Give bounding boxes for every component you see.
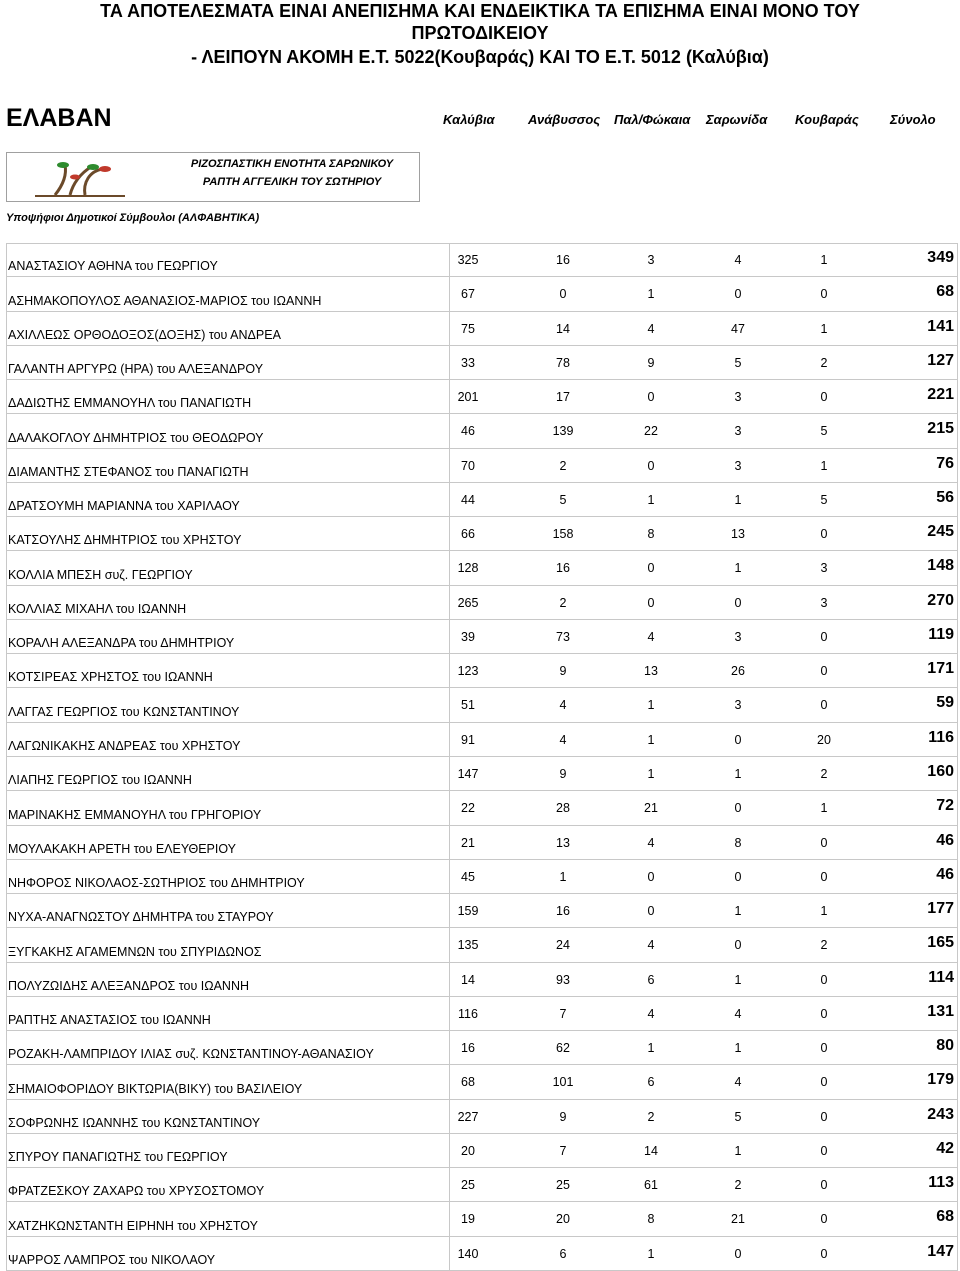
total-cell: 56	[936, 488, 954, 506]
vote-cell: 0	[647, 869, 655, 884]
party-logo-icon	[15, 157, 155, 199]
total-cell: 243	[927, 1105, 954, 1123]
vote-cell: 4	[647, 629, 655, 644]
vote-cell: 8	[734, 835, 742, 850]
vote-cell: 0	[820, 1109, 828, 1124]
vote-cell: 13	[731, 527, 745, 542]
table-row	[6, 791, 958, 825]
vote-cell: 9	[559, 1109, 567, 1124]
vote-cell: 2	[559, 595, 567, 610]
vote-cell: 4	[647, 1006, 655, 1021]
vote-cell: 93	[556, 972, 570, 987]
table-row	[6, 586, 958, 620]
vote-cell: 5	[820, 424, 828, 439]
vote-cell: 1	[820, 904, 828, 919]
vote-cell: 0	[734, 287, 742, 302]
vote-cell: 0	[820, 698, 828, 713]
vote-cell: 4	[734, 1075, 742, 1090]
vote-cell: 2	[647, 1109, 655, 1124]
vote-cell: 78	[556, 355, 570, 370]
vote-cell: 9	[647, 355, 655, 370]
vote-cell: 1	[647, 732, 655, 747]
vote-cell: 0	[734, 938, 742, 953]
column-header-saronida: Σαρωνίδα	[706, 112, 768, 127]
candidate-name: ΜΑΡΙΝΑΚΗΣ ΕΜΜΑΝΟΥΗΛ του ΓΡΗΓΟΡΙΟΥ	[8, 807, 262, 822]
vote-cell: 128	[457, 561, 479, 576]
vote-cell: 68	[461, 1075, 475, 1090]
vote-cell: 73	[556, 629, 570, 644]
vote-cell: 158	[552, 527, 574, 542]
table-row	[6, 826, 958, 860]
vote-cell: 14	[644, 1143, 658, 1158]
header-line-1: ΤΑ ΑΠΟΤΕΛΕΣΜΑΤΑ ΕΙΝΑΙ ΑΝΕΠΙΣΗΜΑ ΚΑΙ ΕΝΔΕΙΚΤΙΚΑ ΤΑ ΕΠΙΣΗΜΑ ΕΙΝΑΙ ΜΟΝΟ ΤΟΥ	[100, 1, 860, 21]
vote-cell: 8	[647, 527, 655, 542]
candidate-name: ΚΟΛΛΙΑΣ ΜΙΧΑΗΛ του ΙΩΑΝΝΗ	[8, 601, 187, 616]
total-cell: 349	[927, 249, 954, 266]
total-cell: 270	[927, 591, 954, 609]
candidates-subheader: Υποψήφιοι Δημοτικοί Σύμβουλοι (ΑΛΦΑΒΗΤΙΚΑ)	[6, 212, 260, 224]
table-row	[6, 723, 958, 757]
vote-cell: 0	[820, 1006, 828, 1021]
vote-cell: 3	[734, 629, 742, 644]
candidate-name: ΜΟΥΛΑΚΑΚΗ ΑΡΕΤΗ του ΕΛΕΥΘΕΡΙΟΥ	[8, 841, 237, 856]
vote-cell: 44	[461, 492, 475, 507]
vote-cell: 1	[734, 1041, 742, 1056]
table-row	[6, 688, 958, 722]
table-row	[6, 1168, 958, 1202]
vote-cell: 1	[647, 766, 655, 781]
table-row	[6, 517, 958, 551]
column-header-kalyvia: Καλύβια	[443, 112, 495, 127]
table-row	[6, 654, 958, 688]
vote-cell: 46	[461, 424, 475, 439]
vote-cell: 1	[647, 492, 655, 507]
table-row	[6, 1237, 958, 1271]
vote-cell: 25	[556, 1178, 570, 1193]
vote-cell: 75	[461, 321, 475, 336]
vote-cell: 62	[556, 1041, 570, 1056]
vote-cell: 3	[820, 595, 828, 610]
vote-cell: 61	[644, 1178, 658, 1193]
vote-cell: 14	[556, 321, 570, 336]
vote-cell: 4	[647, 835, 655, 850]
vote-cell: 14	[461, 972, 475, 987]
vote-cell: 0	[820, 835, 828, 850]
vote-cell: 13	[556, 835, 570, 850]
vote-cell: 0	[820, 664, 828, 679]
vote-cell: 5	[734, 355, 742, 370]
total-cell: 68	[936, 283, 954, 301]
total-cell: 116	[928, 728, 954, 746]
vote-cell: 5	[559, 492, 567, 507]
vote-cell: 24	[556, 938, 570, 953]
vote-cell: 325	[457, 253, 479, 267]
vote-cell: 0	[734, 801, 742, 816]
vote-cell: 135	[457, 938, 479, 953]
table-row	[6, 483, 958, 517]
vote-cell: 1	[734, 1143, 742, 1158]
candidate-name: ΚΟΤΣΙΡΕΑΣ ΧΡΗΣΤΟΣ του ΙΩΑΝΝΗ	[8, 670, 213, 685]
vote-cell: 147	[457, 766, 479, 781]
vote-cell: 6	[647, 972, 655, 987]
vote-cell: 67	[461, 287, 475, 302]
vote-cell: 28	[556, 801, 570, 816]
column-header-total: Σύνολο	[890, 112, 936, 127]
vote-cell: 0	[820, 1178, 828, 1193]
vote-cell: 0	[734, 732, 742, 747]
table-row	[6, 380, 958, 414]
vote-cell: 45	[461, 869, 475, 884]
candidate-name: ΚΟΡΑΛΗ ΑΛΕΞΑΝΔΡΑ του ΔΗΜΗΤΡΙΟΥ	[8, 636, 235, 651]
vote-cell: 7	[559, 1143, 567, 1158]
vote-cell: 66	[461, 527, 475, 542]
vote-cell: 1	[734, 492, 742, 507]
candidate-name: ΚΟΛΛΙΑ ΜΠΕΣΗ συζ. ΓΕΩΡΓΙΟΥ	[8, 567, 193, 582]
table-row	[6, 1100, 958, 1134]
candidate-name: ΦΡΑΤΖΕΣΚΟΥ ΖΑΧΑΡΩ του ΧΡΥΣΟΣΤΟΜΟΥ	[8, 1184, 265, 1199]
table-row	[6, 997, 958, 1031]
table-row	[6, 1202, 958, 1236]
vote-cell: 1	[647, 1041, 655, 1056]
table-row	[6, 620, 958, 654]
vote-cell: 91	[461, 732, 475, 747]
vote-cell: 22	[461, 801, 475, 816]
candidate-name: ΡΑΠΤΗΣ ΑΝΑΣΤΑΣΙΟΣ του ΙΩΑΝΝΗ	[8, 1013, 211, 1028]
total-cell: 147	[927, 1242, 954, 1260]
total-cell: 245	[927, 523, 954, 541]
total-cell: 59	[936, 694, 954, 712]
vote-cell: 0	[647, 904, 655, 919]
vote-cell: 4	[559, 732, 567, 747]
table-row	[6, 963, 958, 997]
candidate-name: ΡΟΖΑΚΗ-ΛΑΜΠΡΙΔΟΥ ΙΛΙΑΣ συζ. ΚΩΝΣΤΑΝΤΙΝΟΥ-ΑΘΑΝΑΣΙΟΥ	[8, 1047, 374, 1062]
candidate-name: ΣΟΦΡΩΝΗΣ ΙΩΑΝΝΗΣ του ΚΩΝΣΤΑΝΤΙΝΟΥ	[8, 1115, 261, 1130]
vote-cell: 7	[559, 1006, 567, 1021]
vote-cell: 0	[647, 458, 655, 473]
vote-cell: 1	[559, 869, 567, 884]
total-cell: 215	[927, 420, 954, 438]
total-cell: 165	[927, 934, 954, 952]
vote-cell: 0	[820, 1143, 828, 1158]
total-cell: 119	[928, 625, 954, 643]
party-banner	[6, 152, 420, 202]
candidate-name: ΔΙΑΜΑΝΤΗΣ ΣΤΕΦΑΝΟΣ του ΠΑΝΑΓΙΩΤΗ	[8, 464, 249, 479]
vote-cell: 116	[458, 1006, 478, 1021]
vote-cell: 3	[647, 253, 655, 267]
vote-cell: 22	[644, 424, 658, 439]
vote-cell: 21	[461, 835, 475, 850]
column-header-anavyssos: Ανάβυσσος	[528, 112, 601, 127]
candidate-name: ΑΧΙΛΛΕΩΣ ΟΡΘΟΔΟΞΟΣ(ΔΟΞΗΣ) του ΑΝΔΡΕΑ	[8, 327, 281, 342]
vote-cell: 0	[647, 595, 655, 610]
candidate-name: ΔΑΔΙΩΤΗΣ ΕΜΜΑΝΟΥΗΛ του ΠΑΝΑΓΙΩΤΗ	[8, 396, 252, 411]
header-line-2: ΠΡΩΤΟΔΙΚΕΙΟΥ	[411, 23, 549, 43]
candidate-name: ΣΗΜΑΙΟΦΟΡΙΔΟΥ ΒΙΚΤΩΡΙΑ(ΒΙΚΥ) του ΒΑΣΙΛΕΙΟΥ	[8, 1081, 303, 1096]
vote-cell: 17	[556, 390, 570, 405]
total-cell: 46	[936, 865, 954, 883]
vote-cell: 5	[734, 1109, 742, 1124]
vote-cell: 4	[734, 1006, 742, 1021]
vote-cell: 16	[556, 561, 570, 576]
candidate-name: ΑΝΑΣΤΑΣΙΟΥ ΑΘΗΝΑ του ΓΕΩΡΓΙΟΥ	[8, 259, 218, 274]
table-row	[6, 1031, 958, 1065]
table-row	[6, 551, 958, 585]
vote-cell: 1	[820, 321, 828, 336]
results-table	[6, 243, 958, 1271]
table-row	[6, 894, 958, 928]
vote-cell: 70	[461, 458, 475, 473]
vote-cell: 21	[731, 1212, 745, 1227]
vote-cell: 1	[734, 561, 742, 576]
total-cell: 177	[927, 900, 954, 918]
vote-cell: 19	[461, 1212, 475, 1227]
candidate-name: ΔΑΛΑΚΟΓΛΟΥ ΔΗΜΗΤΡΙΟΣ του ΘΕΟΔΩΡΟΥ	[8, 430, 264, 445]
table-row	[6, 346, 958, 380]
vote-cell: 1	[820, 801, 828, 816]
vote-cell: 140	[457, 1246, 479, 1261]
vote-cell: 101	[552, 1075, 574, 1090]
vote-cell: 2	[559, 458, 567, 473]
vote-cell: 0	[647, 390, 655, 405]
vote-cell: 139	[552, 424, 574, 439]
vote-cell: 2	[820, 766, 828, 781]
vote-cell: 1	[734, 904, 742, 919]
candidate-name: ΛΑΓΩΝΙΚΑΚΗΣ ΑΝΔΡΕΑΣ του ΧΡΗΣΤΟΥ	[8, 738, 241, 753]
vote-cell: 16	[461, 1041, 475, 1056]
vote-cell: 159	[457, 904, 479, 919]
party-leader: ΡΑΠΤΗ ΑΓΓΕΛΙΚΗ ΤΟΥ ΣΩΤΗΡΙΟΥ	[202, 176, 382, 188]
vote-cell: 0	[647, 561, 655, 576]
vote-cell: 8	[647, 1212, 655, 1227]
vote-cell: 25	[461, 1178, 475, 1193]
total-cell: 46	[936, 831, 954, 849]
vote-cell: 1	[734, 766, 742, 781]
vote-cell: 0	[820, 527, 828, 542]
vote-cell: 3	[820, 561, 828, 576]
vote-cell: 4	[734, 253, 742, 267]
total-cell: 127	[927, 351, 954, 369]
vote-cell: 2	[820, 355, 828, 370]
vote-cell: 1	[647, 287, 655, 302]
candidate-name: ΔΡΑΤΣΟΥΜΗ ΜΑΡΙΑΝΝΑ του ΧΑΡΙΛΑΟΥ	[8, 499, 240, 514]
vote-cell: 9	[559, 766, 567, 781]
vote-cell: 0	[734, 869, 742, 884]
total-cell: 42	[936, 1139, 954, 1157]
vote-cell: 265	[457, 595, 479, 610]
table-row	[6, 1065, 958, 1099]
vote-cell: 0	[820, 1212, 828, 1227]
vote-cell: 6	[647, 1075, 655, 1090]
vote-cell: 1	[820, 458, 828, 473]
vote-cell: 0	[820, 1041, 828, 1056]
vote-cell: 20	[556, 1212, 570, 1227]
total-cell: 141	[927, 317, 954, 335]
candidate-name: ΣΠΥΡΟΥ ΠΑΝΑΓΙΩΤΗΣ του ΓΕΩΡΓΙΟΥ	[8, 1150, 228, 1165]
candidate-name: ΝΥΧΑ-ΑΝΑΓΝΩΣΤΟΥ ΔΗΜΗΤΡΑ του ΣΤΑΥΡΟΥ	[8, 910, 274, 925]
table-row	[6, 449, 958, 483]
vote-cell: 4	[559, 698, 567, 713]
vote-cell: 1	[734, 972, 742, 987]
candidate-name: ΛΑΓΓΑΣ ΓΕΩΡΓΙΟΣ του ΚΩΝΣΤΑΝΤΙΝΟΥ	[8, 704, 240, 719]
vote-cell: 21	[644, 801, 658, 816]
candidate-name: ΓΑΛΑΝΤΗ ΑΡΓΥΡΩ (ΗΡΑ) του ΑΛΕΞΑΝΔΡΟΥ	[8, 362, 264, 377]
table-row	[6, 312, 958, 346]
vote-cell: 0	[820, 390, 828, 405]
vote-cell: 3	[734, 458, 742, 473]
vote-cell: 3	[734, 424, 742, 439]
candidate-name: ΧΑΤΖΗΚΩΝΣΤΑΝΤΗ ΕΙΡΗΝΗ του ΧΡΗΣΤΟΥ	[8, 1218, 258, 1233]
total-cell: 179	[927, 1071, 954, 1089]
vote-cell: 0	[820, 869, 828, 884]
vote-cell: 1	[820, 253, 828, 267]
vote-cell: 20	[461, 1143, 475, 1158]
vote-cell: 0	[820, 1246, 828, 1261]
page-title: ΕΛΑΒΑΝ	[6, 104, 112, 132]
column-header-kouvaras: Κουβαράς	[795, 112, 859, 127]
vote-cell: 0	[820, 1075, 828, 1090]
candidate-name: ΨΑΡΡΟΣ ΛΑΜΠΡΟΣ του ΝΙΚΟΛΑΟΥ	[8, 1252, 216, 1267]
vote-cell: 5	[820, 492, 828, 507]
candidate-name: ΝΗΦΟΡΟΣ ΝΙΚΟΛΑΟΣ-ΣΩΤΗΡΙΟΣ του ΔΗΜΗΤΡΙΟΥ	[8, 876, 305, 891]
table-row	[6, 860, 958, 894]
vote-cell: 1	[647, 698, 655, 713]
vote-cell: 47	[731, 321, 745, 336]
vote-cell: 3	[734, 390, 742, 405]
vote-cell: 3	[734, 698, 742, 713]
candidate-name: ΠΟΛΥΖΩΙΔΗΣ ΑΛΕΞΑΝΔΡΟΣ του ΙΩΑΝΝΗ	[8, 978, 250, 993]
vote-cell: 0	[820, 629, 828, 644]
party-name: ΡΙΖΟΣΠΑΣΤΙΚΗ ΕΝΟΤΗΤΑ ΣΑΡΩΝΙΚΟΥ	[190, 158, 394, 170]
vote-cell: 0	[734, 595, 742, 610]
vote-cell: 0	[820, 972, 828, 987]
table-row	[6, 277, 958, 311]
table-row	[6, 1134, 958, 1168]
table-row	[6, 243, 958, 277]
table-row	[6, 928, 958, 962]
total-cell: 221	[927, 386, 954, 404]
total-cell: 113	[928, 1174, 954, 1192]
vote-cell: 9	[559, 664, 567, 679]
total-cell: 68	[936, 1208, 954, 1226]
total-cell: 131	[927, 1002, 954, 1020]
header-line-3: - ΛΕΙΠΟΥΝ ΑΚΟΜΗ Ε.Τ. 5022(Κουβαράς) ΚΑΙ ΤΟ Ε.Τ. 5012 (Καλύβια)	[191, 47, 769, 67]
total-cell: 171	[927, 660, 954, 678]
vote-cell: 0	[820, 287, 828, 302]
vote-cell: 201	[457, 390, 479, 405]
total-cell: 72	[936, 797, 954, 815]
vote-cell: 20	[817, 732, 831, 747]
total-cell: 148	[927, 557, 954, 575]
total-cell: 76	[936, 454, 954, 472]
vote-cell: 227	[457, 1109, 479, 1124]
vote-cell: 16	[556, 904, 570, 919]
vote-cell: 6	[559, 1246, 567, 1261]
candidate-name: ΞΥΓΚΑΚΗΣ ΑΓΑΜΕΜΝΩΝ του ΣΠΥΡΙΔΩΝΟΣ	[8, 944, 262, 959]
vote-cell: 16	[556, 253, 570, 267]
total-cell: 160	[927, 762, 954, 780]
column-header-palaia-fokaia: Παλ/Φώκαια	[614, 112, 691, 127]
total-cell: 114	[928, 968, 954, 986]
vote-cell: 4	[647, 938, 655, 953]
candidate-name: ΛΙΑΠΗΣ ΓΕΩΡΓΙΟΣ του ΙΩΑΝΝΗ	[8, 773, 192, 788]
vote-cell: 4	[647, 321, 655, 336]
vote-cell: 51	[461, 698, 475, 713]
vote-cell: 39	[461, 629, 475, 644]
vote-cell: 123	[457, 664, 479, 679]
vote-cell: 26	[731, 664, 745, 679]
vote-cell: 13	[644, 664, 658, 679]
vote-cell: 1	[647, 1246, 655, 1261]
candidate-name: ΑΣΗΜΑΚΟΠΟΥΛΟΣ ΑΘΑΝΑΣΙΟΣ-ΜΑΡΙΟΣ του ΙΩΑΝΝΗ	[8, 293, 322, 308]
vote-cell: 2	[734, 1178, 742, 1193]
total-cell: 80	[936, 1037, 954, 1055]
table-row	[6, 757, 958, 791]
vote-cell: 2	[820, 938, 828, 953]
table-row	[6, 414, 958, 448]
candidate-name: ΚΑΤΣΟΥΛΗΣ ΔΗΜΗΤΡΙΟΣ του ΧΡΗΣΤΟΥ	[8, 533, 242, 548]
vote-cell: 0	[734, 1246, 742, 1261]
vote-cell: 0	[559, 287, 567, 302]
vote-cell: 33	[461, 355, 475, 370]
